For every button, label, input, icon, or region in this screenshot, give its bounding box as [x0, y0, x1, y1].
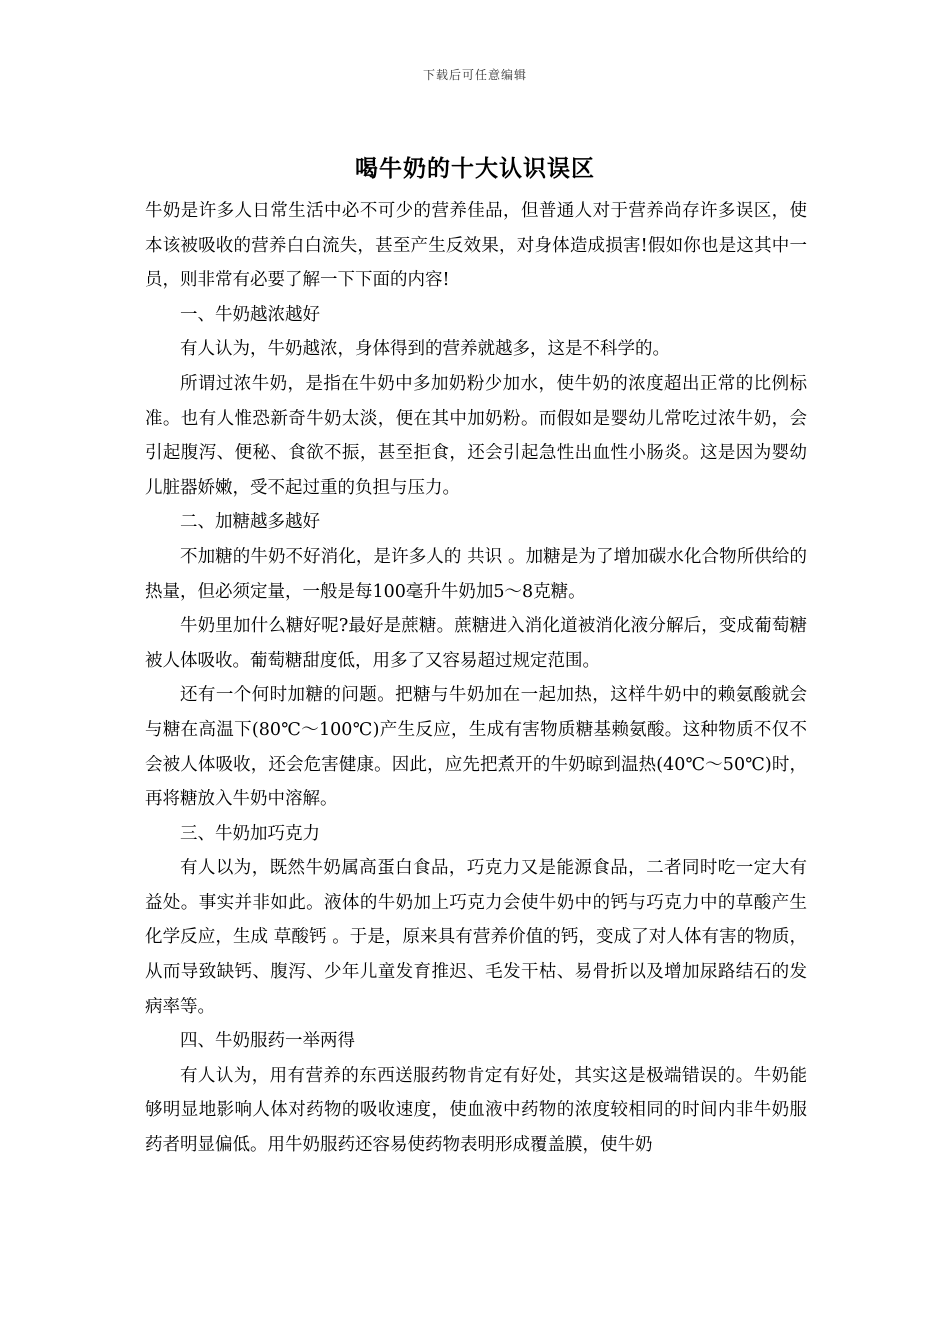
body-paragraph: 牛奶里加什么糖好呢?最好是蔗糖。蔗糖进入消化道被消化液分解后，变成葡萄糖被人体吸收。葡萄糖甜度低，用多了又容易超过规定范围。 [145, 616, 807, 671]
document-title: 喝牛奶的十大认识误区 [355, 155, 595, 182]
body-paragraph: 一、牛奶越浓越好 [180, 304, 320, 325]
body-paragraph: 牛奶是许多人日常生活中必不可少的营养佳品，但普通人对于营养尚存许多误区，使本该被吸收的营养白白流失，甚至产生反效果，对身体造成损害!假如你也是这其中一员，则非常有必要了解一下下面的内容! [145, 201, 807, 291]
body-paragraph: 三、牛奶加巧克力 [180, 823, 320, 844]
body-paragraph: 有人认为，牛奶越浓，身体得到的营养就越多，这是不科学的。 [180, 339, 670, 360]
body-paragraph: 四、牛奶服药一举两得 [180, 1031, 355, 1052]
document-body [145, 194, 807, 1163]
body-paragraph: 所谓过浓牛奶，是指在牛奶中多加奶粉少加水，使牛奶的浓度超出正常的比例标准。也有人惟恐新奇牛奶太淡，便在其中加奶粉。而假如是婴幼儿常吃过浓牛奶，会引起腹泻、便秘、食欲不振，甚至拒食，还会引起急性出血性小肠炎。这是因为婴幼儿脏器娇嫩，受不起过重的负担与压力。 [145, 373, 807, 498]
body-paragraph: 还有一个何时加糖的问题。把糖与牛奶加在一起加热，这样牛奶中的赖氨酸就会与糖在高温下(80℃～100℃)产生反应，生成有害物质糖基赖氨酸。这种物质不仅不会被人体吸收，还会危害健康。因此，应先把煮开的牛奶晾到温热(40℃～50℃)时，再将糖放入牛奶中溶解。 [145, 685, 807, 810]
body-paragraph: 有人以为，既然牛奶属高蛋白食品，巧克力又是能源食品，二者同时吃一定大有益处。事实并非如此。液体的牛奶加上巧克力会使牛奶中的钙与巧克力中的草酸产生化学反应，生成 草酸钙 。于是，原来具有营养价值的钙，变成了对人体有害的物质，从而导致缺钙、腹泻、少年儿童发育推迟、毛发干枯、易骨折以及增加尿路结石的发病率等。 [145, 858, 807, 1017]
body-paragraph: 不加糖的牛奶不好消化，是许多人的 共识 。加糖是为了增加碳水化合物所供给的热量，但必须定量，一般是每100毫升牛奶加5～8克糖。 [145, 546, 807, 602]
body-paragraph: 有人认为，用有营养的东西送服药物肯定有好处，其实这是极端错误的。牛奶能够明显地影响人体对药物的吸收速度，使血液中药物的浓度较相同的时间内非牛奶服药者明显偏低。用牛奶服药还容易使药物表明形成覆盖膜，使牛奶 [145, 1065, 807, 1156]
header-note: 下载后可任意编辑 [422, 68, 527, 82]
body-paragraph: 二、加糖越多越好 [180, 512, 320, 533]
